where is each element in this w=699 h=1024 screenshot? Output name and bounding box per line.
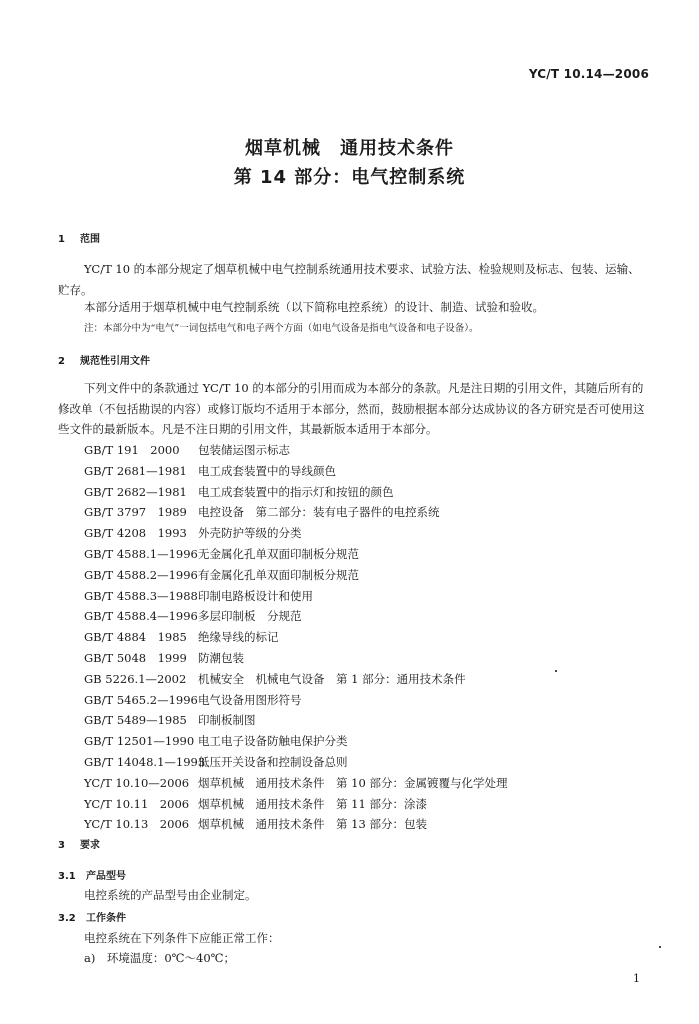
reference-code: GB/T 5048 1999 [84, 651, 187, 665]
reference-item [84, 606, 302, 626]
reference-title: 外壳防护等级的分类 [198, 526, 302, 541]
reference-item [84, 482, 394, 502]
reference-title: 多层印制板 分规范 [198, 609, 302, 624]
reference-title: 低压开关设备和控制设备总则 [198, 755, 348, 769]
reference-item [84, 440, 290, 460]
section-number: 3 [58, 840, 65, 851]
section-2-paragraph: 下列文件中的条款通过 YC/T 10 的本部分的引用而成为本部分的条款。凡是注日期的引用文件，其随后所有的修改单（不包括勘误的内容）或修订版均不适用于本部分，然而，鼓励根据本部分达成协议的各方研究是否可使用这些文件的最新版本。凡是不注日期的引用文件，其最新版本适用于本部分。 [58, 381, 645, 436]
reference-item [84, 669, 466, 689]
reference-code: GB/T 2682—1981 [84, 484, 187, 499]
reference-title: 电工电子设备防触电保护分类 [198, 734, 348, 749]
reference-item [84, 461, 336, 481]
section-title: 产品型号 [86, 871, 126, 882]
section-1-paragraph-2: 本部分适用于烟草机械中电气控制系统（以下简称电控系统）的设计、制造、试验和验收。 [84, 300, 544, 314]
scan-speck [659, 946, 661, 948]
reference-title: 绝缘导线的标记 [198, 630, 279, 645]
reference-title: 防潮包装 [198, 651, 244, 665]
reference-item [84, 690, 302, 710]
section-1-note: 注：本部分中为“电气”一词包括电气和电子两个方面（如电气设备是指电气设备和电子设备）。 [84, 323, 479, 334]
reference-title: 电工成套装置中的指示灯和按钮的颜色 [198, 484, 394, 499]
reference-title: 电工成套装置中的导线颜色 [198, 463, 336, 478]
standard-code: YC/T 10.14—2006 [528, 67, 649, 81]
reference-item [84, 502, 440, 522]
reference-item [84, 814, 427, 834]
subsection-heading-3-1 [58, 867, 126, 882]
reference-code: GB/T 4588.1—1996 [84, 547, 198, 561]
reference-item [84, 710, 256, 730]
reference-code: GB/T 3797 1989 [84, 505, 187, 520]
reference-item [84, 586, 313, 606]
reference-item [84, 523, 302, 543]
document-title-line1: 烟草机械 通用技术条件 [245, 138, 454, 159]
subsection-heading-3-2 [58, 909, 126, 924]
reference-title: 无金属化孔单双面印制板分规范 [198, 547, 359, 561]
reference-code: GB/T 4588.3—1988 [84, 588, 198, 603]
reference-item [84, 648, 244, 668]
section-title: 范围 [80, 234, 100, 245]
page-number: 1 [633, 972, 640, 985]
reference-item [84, 544, 359, 564]
reference-code: GB/T 191 2000 [84, 443, 180, 457]
reference-item [84, 752, 348, 772]
reference-item [84, 731, 348, 751]
reference-title: 印制板制图 [198, 713, 256, 728]
section-heading-2 [58, 352, 150, 367]
section-number: 2 [58, 356, 65, 367]
reference-title: 电控设备 第二部分：装有电子器件的电控系统 [198, 505, 440, 520]
reference-title: 烟草机械 通用技术条件 第 13 部分：包装 [198, 817, 427, 832]
reference-title: 印制电路板设计和使用 [198, 588, 313, 603]
reference-code: GB/T 4884 1985 [84, 630, 187, 645]
reference-code: GB/T 14048.1—1993 [84, 755, 206, 769]
reference-title: 烟草机械 通用技术条件 第 10 部分：金属镀覆与化学处理 [198, 775, 508, 790]
reference-code: YC/T 10.10—2006 [84, 775, 190, 790]
reference-item [84, 773, 507, 793]
scan-speck [555, 670, 557, 672]
reference-code: GB/T 4208 1993 [84, 526, 187, 541]
reference-item [84, 627, 279, 647]
section-number: 1 [58, 234, 65, 245]
reference-title: 机械安全 机械电气设备 第 1 部分：通用技术条件 [198, 671, 466, 686]
reference-code: GB/T 4588.4—1996 [84, 609, 198, 624]
section-title: 要求 [80, 840, 100, 851]
section-1-paragraph-1: YC/T 10 的本部分规定了烟草机械中电气控制系统通用技术要求、试验方法、检验规则及标志、包装、运输、贮存。 [58, 262, 640, 297]
reference-code: GB/T 5465.2—1996 [84, 692, 198, 707]
reference-code: GB/T 4588.2—1996 [84, 567, 198, 582]
section-title: 工作条件 [86, 913, 126, 924]
reference-item [84, 565, 359, 585]
reference-code: YC/T 10.11 2006 [84, 796, 190, 811]
section-number: 3.2 [58, 913, 76, 924]
section-number: 3.1 [58, 871, 76, 882]
reference-item [84, 794, 427, 814]
reference-title: 有金属化孔单双面印制板分规范 [198, 567, 359, 582]
section-title: 规范性引用文件 [80, 356, 150, 367]
reference-title: 烟草机械 通用技术条件 第 11 部分：涂漆 [198, 796, 427, 811]
document-title-line2: 第 14 部分：电气控制系统 [233, 167, 466, 188]
list-item-a: a) 环境温度：0℃～40℃； [84, 951, 236, 965]
reference-code: GB/T 5489—1985 [84, 713, 187, 728]
section-heading-3 [58, 836, 100, 851]
subsection-3-1-text: 电控系统的产品型号由企业制定。 [84, 888, 257, 902]
reference-code: GB/T 2681—1981 [84, 463, 187, 478]
reference-code: GB 5226.1—2002 [84, 671, 187, 686]
section-heading-1 [58, 230, 100, 245]
reference-code: GB/T 12501—1990 [84, 734, 195, 749]
reference-code: YC/T 10.13 2006 [84, 817, 190, 832]
reference-title: 包装储运图示标志 [198, 443, 290, 457]
reference-title: 电气设备用图形符号 [198, 692, 302, 707]
subsection-3-2-text: 电控系统在下列条件下应能正常工作： [84, 931, 280, 945]
